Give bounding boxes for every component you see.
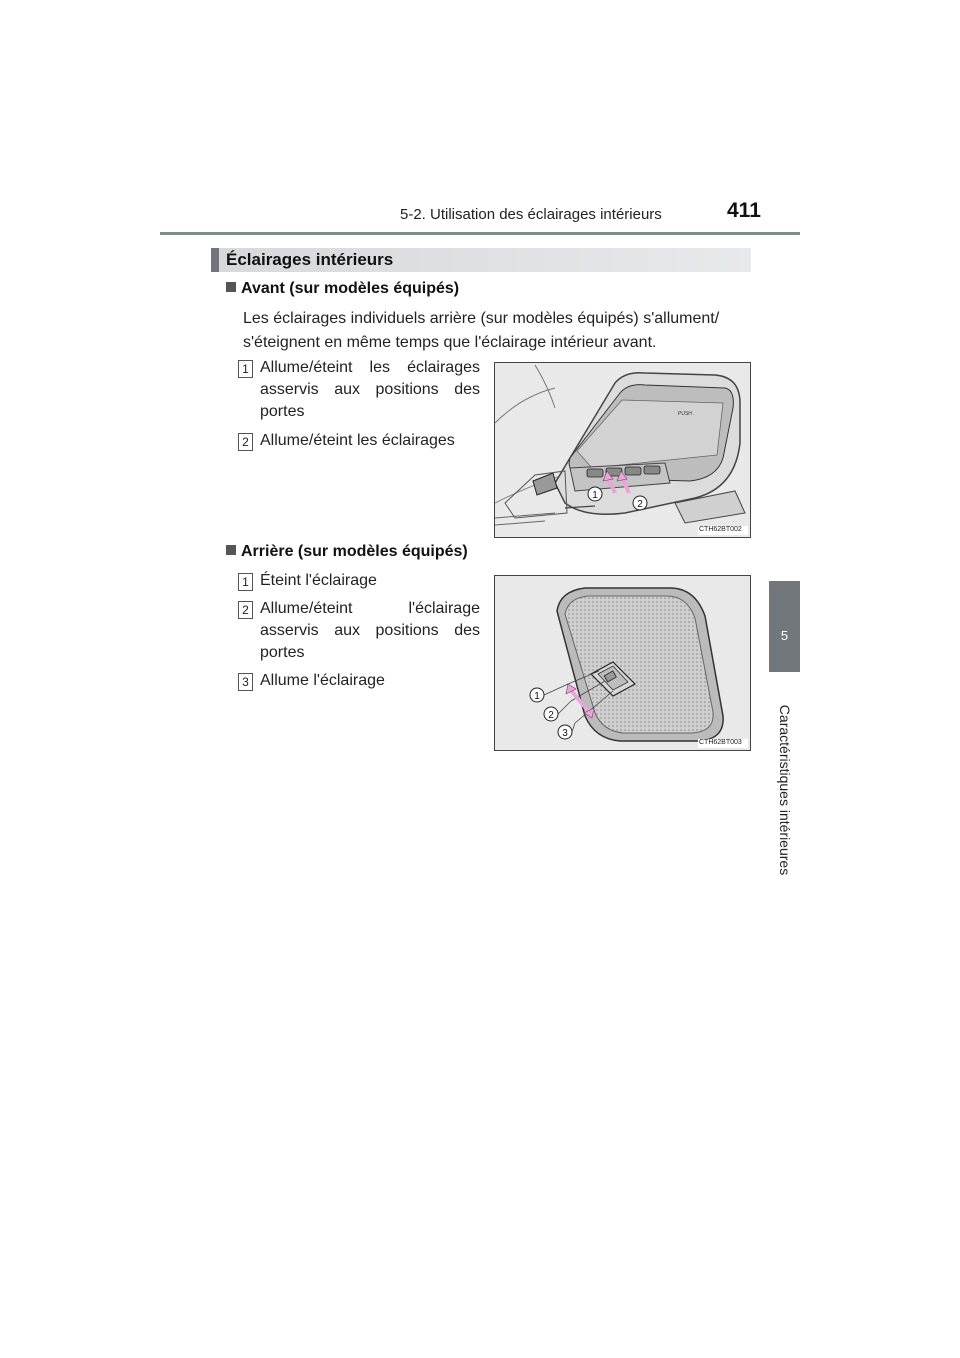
chapter-title: Caractéristiques intérieures [777,704,793,876]
chapter-tab [769,581,800,672]
page-number: 411 [727,199,761,222]
rear-heading [226,543,468,561]
figure-code: CTH62BT003 [699,739,742,746]
callout-label: 1 [592,490,598,501]
front-item-2-text: Allume/éteint les éclairages [260,432,455,449]
front-overhead-console-illustration [495,363,750,537]
front-item-1-text: Allume/éteint les éclairages asservis aux positions des portes [260,359,480,420]
front-heading [226,280,459,298]
header-rule [160,232,800,235]
front-heading-text: Avant (sur modèles équipés) [241,280,460,297]
item-number-box: 2 [238,433,253,451]
rear-heading-text: Arrière (sur modèles équipés) [241,543,468,560]
square-bullet-icon [226,545,236,555]
callout-label: 2 [548,710,554,721]
item-number-box: 2 [238,601,253,619]
chapter-number: 5 [780,628,789,643]
section-heading-accent [211,248,219,272]
front-light-figure [494,362,751,538]
callout-label: 2 [637,499,643,510]
rear-dome-light-illustration [495,576,750,750]
push-label: PUSH [678,411,692,417]
rear-item-2-text: Allume/éteint l'éclairage asservis aux positions des portes [260,600,480,661]
rear-item-1-text: Éteint l'éclairage [260,572,377,589]
callout-label: 3 [562,728,568,739]
running-header: 5-2. Utilisation des éclairages intérieurs [400,206,662,223]
callout-label: 1 [534,691,540,702]
rear-light-figure [494,575,751,751]
item-number-box: 1 [238,573,253,591]
rear-item-3-text: Allume l'éclairage [260,672,385,689]
item-number-box: 3 [238,673,253,691]
section-title: Éclairages intérieurs [226,250,394,269]
item-number-box: 1 [238,360,253,378]
front-description: Les éclairages individuels arrière (sur modèles équipés) s'allument/ s'éteignent en même temps que l'éclairage intérieur avant. [243,310,720,351]
figure-code: CTH62BT002 [699,526,742,533]
square-bullet-icon [226,282,236,292]
